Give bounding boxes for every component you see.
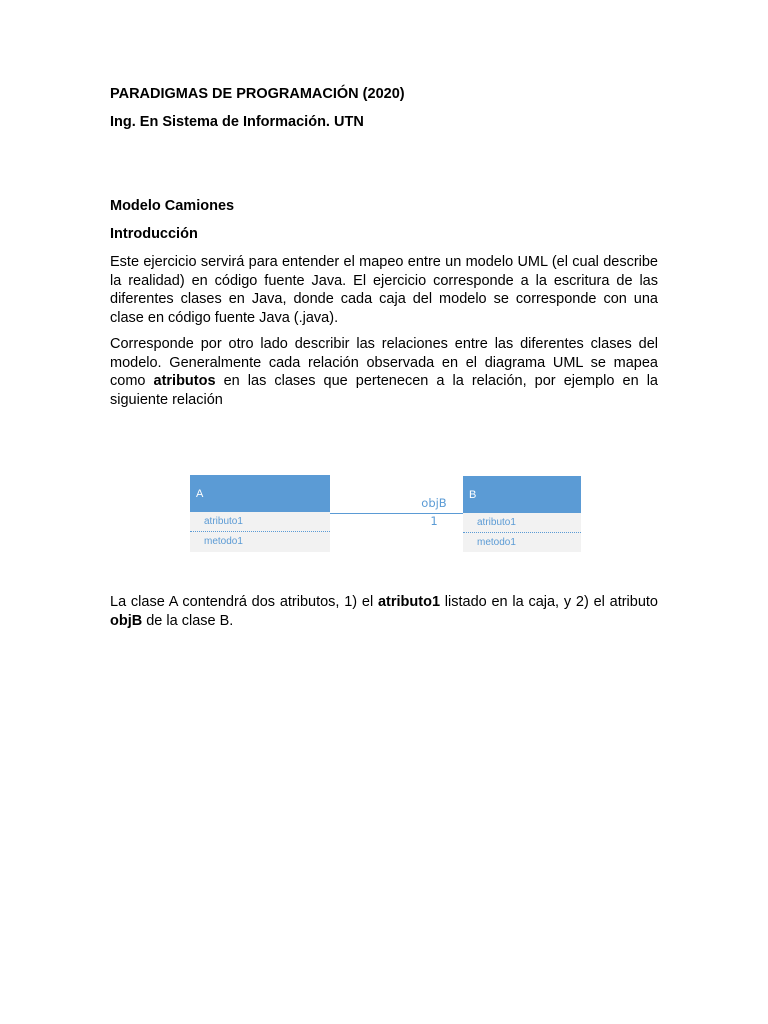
uml-class-a-attribute: atributo1 <box>190 512 330 532</box>
paragraph-conclusion-bold-2: objB <box>110 612 143 629</box>
paragraph-conclusion-text-2: listado en la caja, y 2) el atributo <box>440 594 658 610</box>
course-title: PARADIGMAS DE PROGRAMACIÓN (2020) <box>110 86 405 102</box>
association-multiplicity: 1 <box>430 514 438 528</box>
section-title: Modelo Camiones <box>110 198 235 214</box>
course-subtitle: Ing. En Sistema de Información. UTN <box>110 114 364 130</box>
paragraph-relations-bold: atributos <box>153 373 216 389</box>
uml-class-b <box>463 476 581 552</box>
uml-class-b-attribute: atributo1 <box>463 513 581 533</box>
uml-class-a-name: A <box>190 475 330 512</box>
uml-class-a-method: metodo1 <box>204 536 243 547</box>
paragraph-relations-text-2: en las clases que pertenecen a la relación, por ejemplo en la siguiente relación <box>110 373 658 408</box>
uml-class-a <box>190 475 330 552</box>
association-role: objB <box>421 496 447 510</box>
paragraph-conclusion-bold-1: atributo1 <box>377 594 441 610</box>
section-subtitle: Introducción <box>110 226 198 242</box>
paragraph-relations <box>110 335 658 409</box>
paragraph-conclusion-text-3: de la clase B. <box>142 612 234 629</box>
paragraph-conclusion <box>110 593 658 630</box>
paragraph-relations-text-1: Corresponde por otro lado describir las relaciones entre las diferentes clases del modelo. Generalmente cada relación observada en el diagrama UML se mapea como <box>110 336 658 389</box>
uml-class-b-name: B <box>463 476 581 513</box>
uml-class-b-method: metodo1 <box>477 537 516 548</box>
paragraph-conclusion-text-1: La clase A contendrá dos atributos, 1) el <box>110 594 378 610</box>
paragraph-intro: Este ejercicio servirá para entender el mapeo entre un modelo UML (el cual describe la realidad) en código fuente Java. El ejercicio corresponde a la escritura de las diferentes clases en Java, donde cada caja del modelo se corresponde con una clase en código fuente Java (.java). <box>110 254 658 326</box>
